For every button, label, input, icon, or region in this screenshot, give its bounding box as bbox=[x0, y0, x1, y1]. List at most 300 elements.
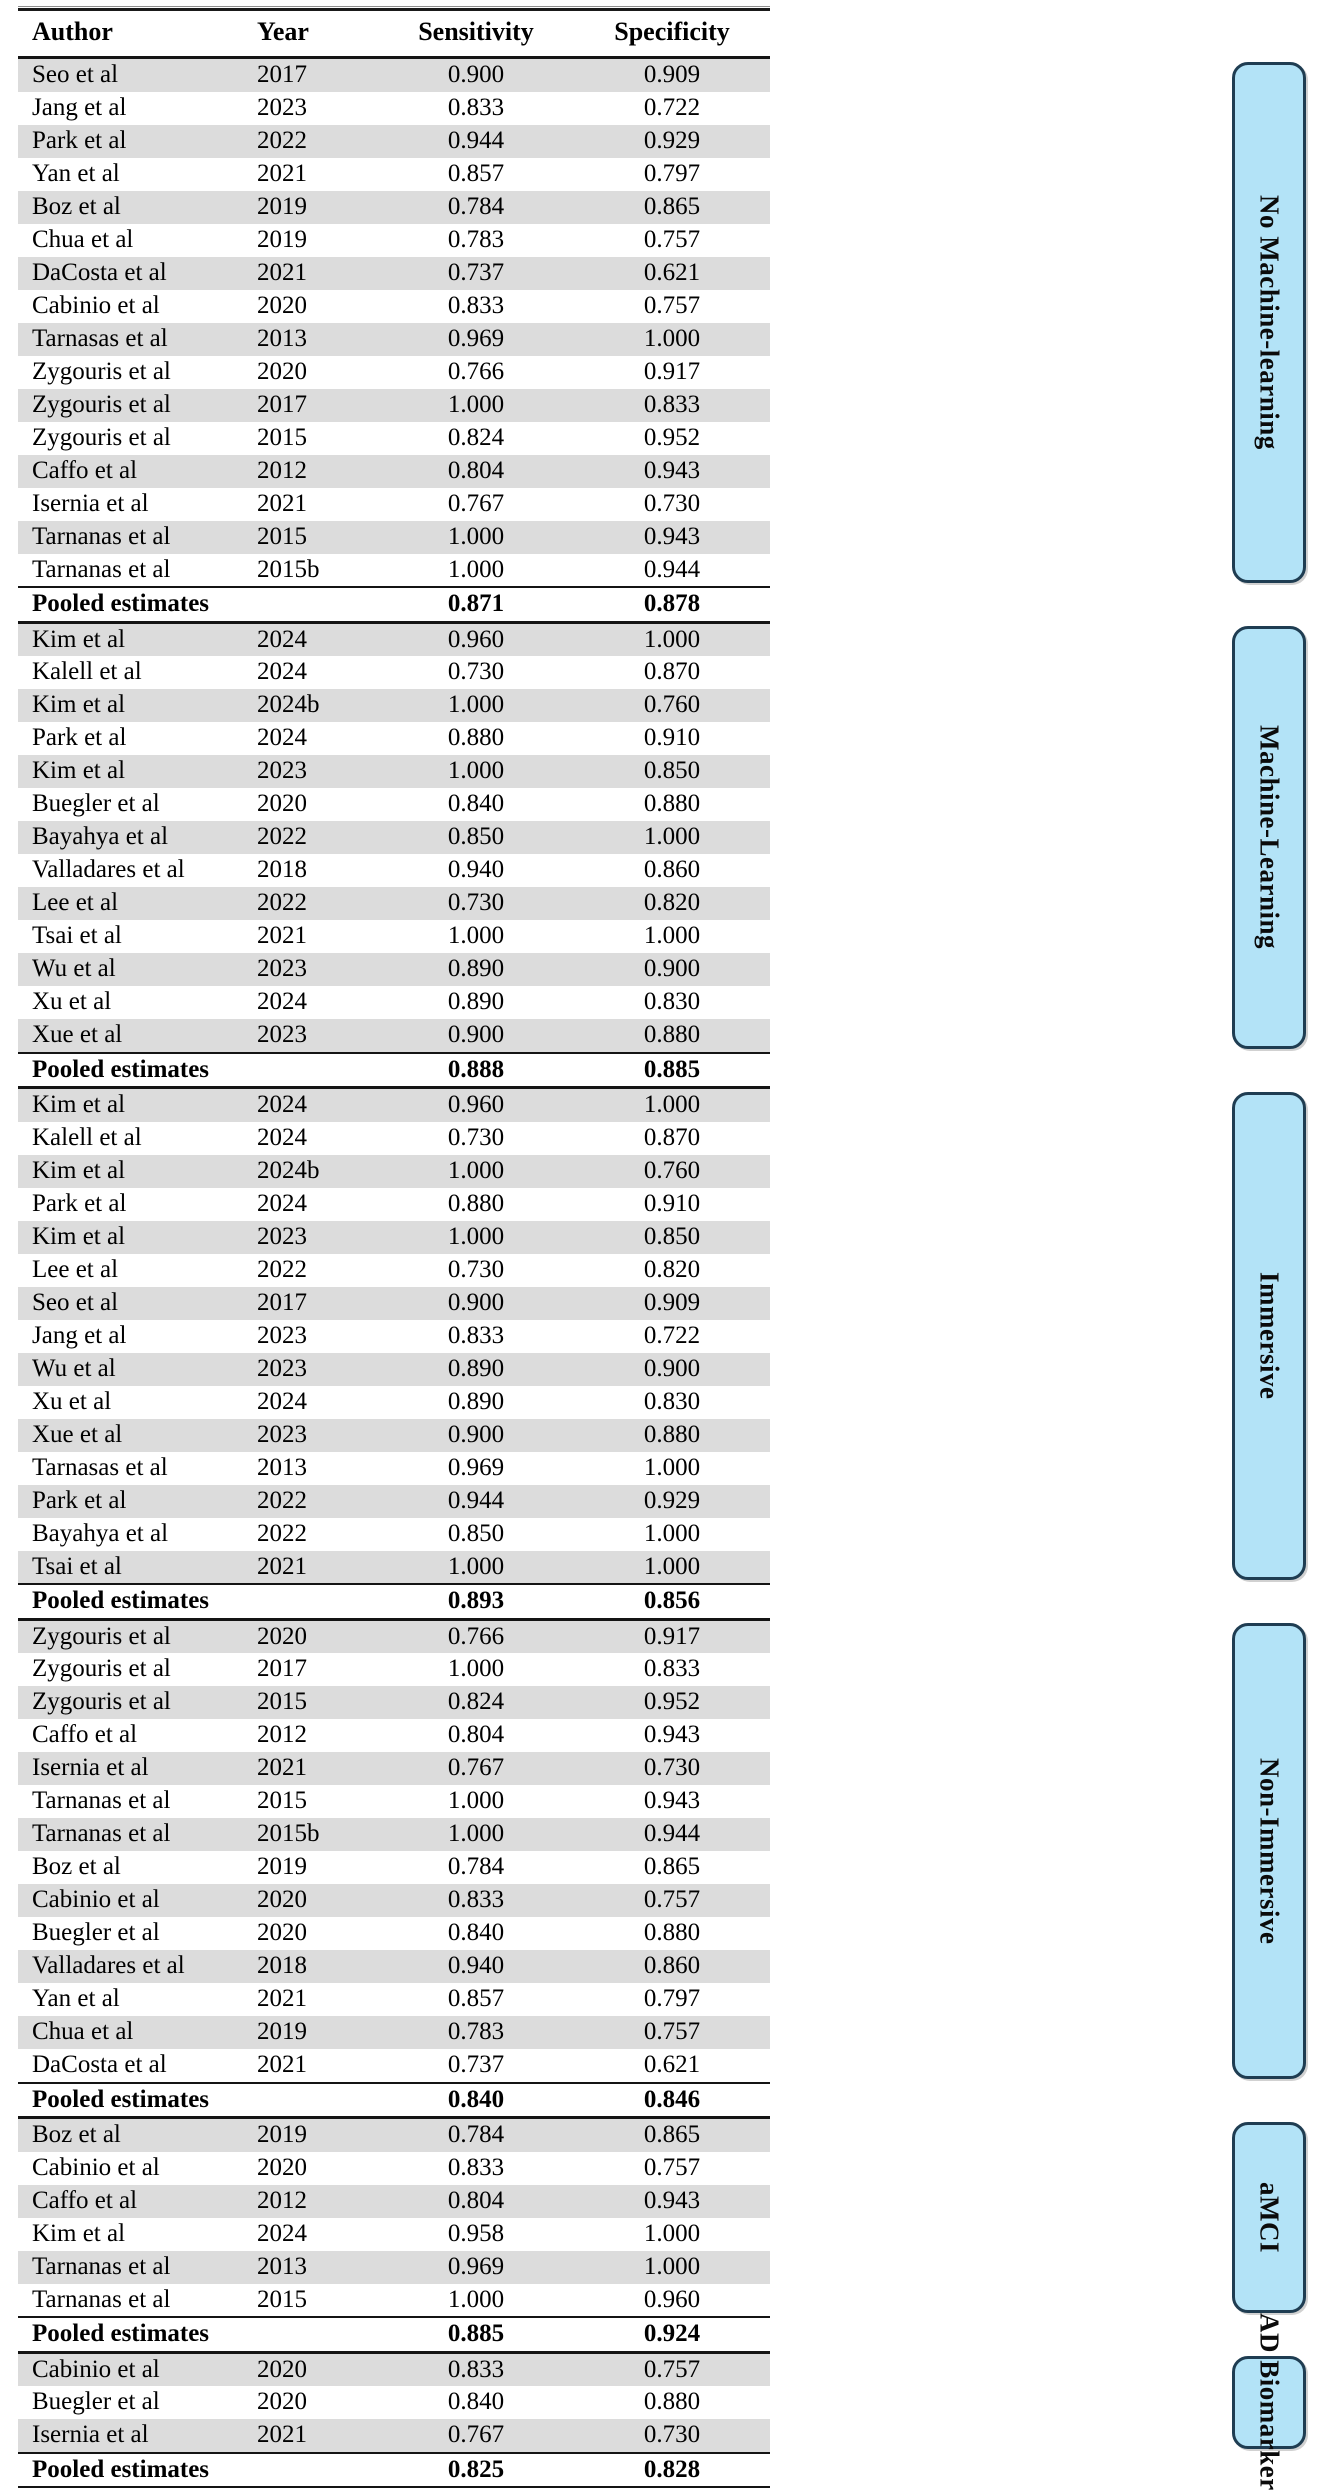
table-row bbox=[18, 1155, 770, 1188]
table-row bbox=[18, 1950, 770, 1983]
cell-sensitivity: 0.969 bbox=[378, 2251, 574, 2284]
cell-year: 2015b bbox=[257, 555, 320, 583]
cell-specificity: 0.850 bbox=[574, 755, 770, 788]
cell-author: Kim et al bbox=[18, 689, 243, 722]
cell-year: 2012 bbox=[257, 1721, 307, 1749]
table-row bbox=[18, 1818, 770, 1851]
cell-year: 2019 bbox=[257, 1853, 307, 1881]
table-row bbox=[18, 622, 770, 656]
pooled-estimates-row bbox=[18, 2453, 770, 2488]
cell-specificity: 0.943 bbox=[643, 1721, 701, 1749]
cell-year: 2015 bbox=[243, 521, 378, 554]
pooled-sensitivity: 0.871 bbox=[378, 587, 574, 622]
table-row bbox=[18, 488, 770, 521]
cell-specificity: 1.000 bbox=[643, 1453, 701, 1481]
cell-year: 2021 bbox=[257, 922, 307, 950]
pooled-specificity: 0.885 bbox=[574, 1053, 770, 1088]
table-row bbox=[18, 1287, 770, 1320]
cell-specificity: 0.880 bbox=[574, 1019, 770, 1053]
cell-specificity: 0.621 bbox=[643, 2051, 701, 2078]
pooled-estimates-label: Pooled estimates bbox=[18, 587, 243, 622]
cell-specificity: 0.833 bbox=[574, 389, 770, 422]
cell-author: Chua et al bbox=[32, 225, 134, 253]
table-row bbox=[18, 1188, 770, 1221]
cell-specificity: 0.830 bbox=[643, 1387, 701, 1415]
pooled-sensitivity: 0.888 bbox=[378, 1053, 574, 1088]
cell-year: 2023 bbox=[243, 953, 378, 986]
table-row bbox=[18, 722, 770, 755]
cell-specificity: 0.870 bbox=[643, 658, 701, 686]
category-label-text: AD Biomarker bbox=[1254, 2313, 1285, 2491]
pooled-estimates-label: Pooled estimates bbox=[18, 2083, 243, 2118]
pooled-estimates-year-empty bbox=[243, 2453, 378, 2488]
cell-year: 2020 bbox=[243, 1619, 378, 1653]
results-table-container bbox=[18, 8, 770, 2488]
cell-author: Xue et al bbox=[18, 1019, 243, 1053]
cell-author: Zygouris et al bbox=[32, 357, 171, 385]
cell-sensitivity: 0.857 bbox=[447, 159, 505, 187]
cell-author: Xu et al bbox=[32, 988, 112, 1016]
cell-author: Tarnasas et al bbox=[32, 1453, 168, 1481]
cell-sensitivity: 0.833 bbox=[447, 1321, 505, 1349]
cell-sensitivity: 0.784 bbox=[447, 1853, 505, 1881]
table-row bbox=[18, 191, 770, 224]
table-row bbox=[18, 521, 770, 554]
cell-sensitivity: 0.730 bbox=[447, 1123, 505, 1151]
pooled-specificity: 0.828 bbox=[574, 2453, 770, 2488]
cell-sensitivity: 0.730 bbox=[378, 887, 574, 920]
cell-author: Boz et al bbox=[18, 2118, 243, 2152]
cell-sensitivity: 1.000 bbox=[378, 1221, 574, 1254]
pooled-specificity: 0.856 bbox=[574, 1584, 770, 1619]
table-row bbox=[18, 1917, 770, 1950]
table-row bbox=[18, 1884, 770, 1917]
cell-author: Caffo et al bbox=[18, 2185, 243, 2218]
cell-year: 2019 bbox=[243, 2118, 378, 2152]
cell-year: 2021 bbox=[243, 2419, 378, 2453]
cell-specificity: 0.850 bbox=[574, 1221, 770, 1254]
cell-sensitivity: 1.000 bbox=[378, 1551, 574, 1585]
cell-specificity: 1.000 bbox=[574, 2251, 770, 2284]
cell-year: 2021 bbox=[257, 159, 307, 187]
table-row bbox=[18, 1619, 770, 1653]
cell-year: 2024b bbox=[243, 689, 378, 722]
cell-author: Bayahya et al bbox=[18, 821, 243, 854]
cell-year: 2019 bbox=[257, 225, 307, 253]
cell-year: 2020 bbox=[243, 1884, 378, 1917]
cell-sensitivity: 0.880 bbox=[447, 1189, 505, 1217]
pooled-estimates-row bbox=[18, 587, 770, 622]
table-row bbox=[18, 1653, 770, 1686]
cell-author: Zygouris et al bbox=[32, 423, 171, 451]
cell-year: 2015 bbox=[257, 2285, 307, 2313]
cell-author: Park et al bbox=[32, 1189, 127, 1217]
cell-specificity: 0.730 bbox=[643, 489, 701, 517]
cell-author: Lee et al bbox=[32, 1255, 119, 1283]
pooled-sensitivity: 0.825 bbox=[378, 2453, 574, 2488]
pooled-estimates-row bbox=[18, 2083, 770, 2118]
cell-author: Cabinio et al bbox=[32, 2153, 160, 2181]
pooled-estimates-year-empty bbox=[243, 587, 378, 622]
cell-author: Isernia et al bbox=[18, 2419, 243, 2453]
cell-sensitivity: 0.900 bbox=[378, 1287, 574, 1320]
cell-sensitivity: 1.000 bbox=[447, 555, 505, 583]
table-row bbox=[18, 2016, 770, 2049]
cell-author: Kim et al bbox=[18, 1088, 243, 1122]
cell-sensitivity: 0.766 bbox=[447, 357, 505, 385]
cell-author: Caffo et al bbox=[32, 1721, 138, 1749]
table-row bbox=[18, 158, 770, 191]
cell-sensitivity: 0.824 bbox=[447, 423, 505, 451]
pooled-estimates-row bbox=[18, 2317, 770, 2352]
cell-sensitivity: 0.890 bbox=[378, 1353, 574, 1386]
cell-sensitivity: 1.000 bbox=[378, 389, 574, 422]
cell-author: Tarnanas et al bbox=[18, 521, 243, 554]
table-body bbox=[18, 58, 770, 2488]
cell-year: 2012 bbox=[243, 2185, 378, 2218]
cell-sensitivity: 0.880 bbox=[447, 724, 505, 752]
cell-sensitivity: 0.784 bbox=[378, 2118, 574, 2152]
cell-year: 2019 bbox=[243, 2016, 378, 2049]
cell-author: Caffo et al bbox=[18, 455, 243, 488]
cell-sensitivity: 0.730 bbox=[447, 1255, 505, 1283]
cell-year: 2020 bbox=[257, 1919, 307, 1947]
table-row bbox=[18, 1221, 770, 1254]
cell-specificity: 0.944 bbox=[574, 1818, 770, 1851]
cell-specificity: 0.880 bbox=[574, 1419, 770, 1452]
category-label-box bbox=[1232, 62, 1306, 584]
cell-year: 2024 bbox=[257, 1123, 307, 1151]
table-row bbox=[18, 821, 770, 854]
cell-specificity: 0.757 bbox=[574, 1884, 770, 1917]
table-row bbox=[18, 2251, 770, 2284]
cell-specificity: 0.865 bbox=[574, 191, 770, 224]
table-row bbox=[18, 1353, 770, 1386]
cell-specificity: 0.880 bbox=[643, 2388, 701, 2416]
table-row bbox=[18, 2118, 770, 2152]
table-row bbox=[18, 1452, 770, 1485]
cell-author: Tarnanas et al bbox=[32, 555, 171, 583]
cell-sensitivity: 0.940 bbox=[447, 856, 505, 884]
category-label-text: Machine-Learning bbox=[1254, 725, 1285, 950]
cell-year: 2024 bbox=[243, 1088, 378, 1122]
table-row bbox=[18, 1386, 770, 1419]
cell-sensitivity: 1.000 bbox=[378, 1818, 574, 1851]
pooled-estimates-label: Pooled estimates bbox=[18, 1584, 243, 1619]
cell-specificity: 0.929 bbox=[574, 125, 770, 158]
cell-year: 2024 bbox=[257, 988, 307, 1016]
table-row bbox=[18, 755, 770, 788]
cell-specificity: 0.929 bbox=[574, 1485, 770, 1518]
cell-specificity: 0.910 bbox=[643, 1189, 701, 1217]
cell-year: 2023 bbox=[243, 755, 378, 788]
cell-author: Zygouris et al bbox=[18, 1686, 243, 1719]
cell-year: 2022 bbox=[243, 1485, 378, 1518]
cell-year: 2022 bbox=[257, 1255, 307, 1283]
table-row bbox=[18, 2386, 770, 2419]
cell-specificity: 0.797 bbox=[643, 159, 701, 187]
cell-specificity: 1.000 bbox=[574, 1551, 770, 1585]
cell-author: Valladares et al bbox=[32, 856, 185, 884]
cell-sensitivity: 0.737 bbox=[378, 257, 574, 290]
cell-year: 2021 bbox=[243, 1551, 378, 1585]
cell-year: 2012 bbox=[243, 455, 378, 488]
cell-sensitivity: 0.730 bbox=[447, 658, 505, 686]
table-row bbox=[18, 1686, 770, 1719]
cell-specificity: 0.943 bbox=[643, 1787, 701, 1815]
cell-year: 2021 bbox=[243, 257, 378, 290]
cell-specificity: 1.000 bbox=[643, 2219, 701, 2247]
cell-specificity: 1.000 bbox=[574, 323, 770, 356]
cell-specificity: 1.000 bbox=[574, 622, 770, 656]
cell-author: Isernia et al bbox=[18, 1752, 243, 1785]
cell-specificity: 0.943 bbox=[574, 521, 770, 554]
table-row bbox=[18, 2419, 770, 2453]
pooled-estimates-year-empty bbox=[243, 2317, 378, 2352]
table-row bbox=[18, 2049, 770, 2083]
pooled-estimates-year-empty bbox=[243, 1053, 378, 1088]
cell-year: 2020 bbox=[257, 2388, 307, 2416]
cell-year: 2024 bbox=[243, 622, 378, 656]
table-row bbox=[18, 986, 770, 1019]
cell-year: 2017 bbox=[243, 1287, 378, 1320]
cell-sensitivity: 0.890 bbox=[378, 953, 574, 986]
cell-author: Seo et al bbox=[18, 58, 243, 92]
cell-year: 2022 bbox=[243, 125, 378, 158]
table-row bbox=[18, 788, 770, 821]
cell-specificity: 0.900 bbox=[574, 1353, 770, 1386]
cell-specificity: 1.000 bbox=[574, 1088, 770, 1122]
cell-sensitivity: 0.840 bbox=[447, 2388, 505, 2416]
cell-sensitivity: 0.833 bbox=[378, 2352, 574, 2386]
cell-specificity: 0.909 bbox=[574, 58, 770, 92]
table-row bbox=[18, 290, 770, 323]
table-header bbox=[18, 10, 770, 58]
column-header-year: Year bbox=[257, 17, 309, 46]
table-row bbox=[18, 58, 770, 92]
cell-sensitivity: 0.767 bbox=[378, 2419, 574, 2453]
cell-sensitivity: 1.000 bbox=[447, 1787, 505, 1815]
cell-sensitivity: 0.784 bbox=[378, 191, 574, 224]
cell-year: 2024 bbox=[257, 1189, 307, 1217]
cell-year: 2023 bbox=[257, 1321, 307, 1349]
cell-year: 2015b bbox=[243, 1818, 378, 1851]
cell-specificity: 0.870 bbox=[643, 1123, 701, 1151]
cell-sensitivity: 0.767 bbox=[447, 489, 505, 517]
cell-author: Buegler et al bbox=[32, 790, 160, 818]
cell-sensitivity: 0.737 bbox=[447, 2051, 505, 2078]
category-label-text: aMCI bbox=[1254, 2181, 1285, 2253]
table-row bbox=[18, 2152, 770, 2185]
cell-author: Seo et al bbox=[18, 1287, 243, 1320]
cell-specificity: 0.860 bbox=[574, 1950, 770, 1983]
cell-author: Zygouris et al bbox=[32, 1655, 171, 1683]
cell-specificity: 0.943 bbox=[574, 2185, 770, 2218]
cell-specificity: 1.000 bbox=[574, 821, 770, 854]
cell-year: 2017 bbox=[243, 389, 378, 422]
table-row bbox=[18, 656, 770, 689]
category-label-box bbox=[1232, 1092, 1306, 1581]
cell-specificity: 1.000 bbox=[643, 1519, 701, 1547]
cell-author: Tarnanas et al bbox=[32, 1787, 171, 1815]
cell-year: 2015 bbox=[257, 1787, 307, 1815]
cell-sensitivity: 1.000 bbox=[447, 1655, 505, 1683]
table-row bbox=[18, 854, 770, 887]
category-label-column bbox=[1232, 0, 1312, 2491]
cell-sensitivity: 0.783 bbox=[447, 225, 505, 253]
table-row bbox=[18, 1518, 770, 1551]
cell-sensitivity: 0.824 bbox=[378, 1686, 574, 1719]
pooled-specificity: 0.846 bbox=[574, 2083, 770, 2118]
pooled-estimates-row bbox=[18, 1053, 770, 1088]
pooled-sensitivity: 0.840 bbox=[378, 2083, 574, 2118]
table-row bbox=[18, 2185, 770, 2218]
table-row bbox=[18, 422, 770, 455]
table-row bbox=[18, 887, 770, 920]
table-row bbox=[18, 323, 770, 356]
cell-sensitivity: 0.969 bbox=[447, 1453, 505, 1481]
pooled-estimates-label: Pooled estimates bbox=[18, 1053, 243, 1088]
cell-sensitivity: 1.000 bbox=[378, 1155, 574, 1188]
cell-specificity: 0.757 bbox=[643, 291, 701, 319]
pooled-specificity: 0.878 bbox=[574, 587, 770, 622]
category-label-box bbox=[1232, 2122, 1306, 2314]
cell-specificity: 0.760 bbox=[574, 689, 770, 722]
cell-specificity: 0.865 bbox=[643, 1853, 701, 1881]
cell-author: Valladares et al bbox=[18, 1950, 243, 1983]
cell-year: 2020 bbox=[257, 790, 307, 818]
cell-sensitivity: 1.000 bbox=[447, 922, 505, 950]
cell-author: Jang et al bbox=[32, 1321, 127, 1349]
category-label-box bbox=[1232, 626, 1306, 1049]
table-row bbox=[18, 1983, 770, 2016]
cell-sensitivity: 0.783 bbox=[378, 2016, 574, 2049]
cell-specificity: 0.833 bbox=[643, 1655, 701, 1683]
table-row bbox=[18, 689, 770, 722]
cell-year: 2018 bbox=[243, 1950, 378, 1983]
column-header-specificity: Specificity bbox=[614, 17, 730, 46]
cell-year: 2017 bbox=[257, 1655, 307, 1683]
cell-year: 2018 bbox=[257, 856, 307, 884]
cell-specificity: 0.621 bbox=[574, 257, 770, 290]
cell-specificity: 0.730 bbox=[574, 2419, 770, 2453]
cell-sensitivity: 0.890 bbox=[447, 1387, 505, 1415]
cell-author: Kim et al bbox=[32, 2219, 126, 2247]
cell-specificity: 0.820 bbox=[643, 1255, 701, 1283]
cell-sensitivity: 0.833 bbox=[447, 93, 505, 121]
cell-author: Buegler et al bbox=[32, 2388, 160, 2416]
cell-year: 2017 bbox=[243, 58, 378, 92]
cell-author: Isernia et al bbox=[32, 489, 149, 517]
table-row bbox=[18, 1320, 770, 1353]
cell-year: 2024 bbox=[257, 724, 307, 752]
table-row bbox=[18, 1785, 770, 1818]
cell-sensitivity: 1.000 bbox=[378, 755, 574, 788]
cell-sensitivity: 0.960 bbox=[378, 622, 574, 656]
column-header-author: Author bbox=[32, 17, 113, 46]
cell-author: Cabinio et al bbox=[18, 2352, 243, 2386]
table-row bbox=[18, 224, 770, 257]
cell-year: 2024 bbox=[257, 1387, 307, 1415]
cell-sensitivity: 1.000 bbox=[378, 521, 574, 554]
pooled-sensitivity: 0.893 bbox=[378, 1584, 574, 1619]
pooled-sensitivity: 0.885 bbox=[378, 2317, 574, 2352]
cell-author: Park et al bbox=[18, 125, 243, 158]
table-row bbox=[18, 1254, 770, 1287]
cell-sensitivity: 0.900 bbox=[378, 1019, 574, 1053]
pooled-estimates-label: Pooled estimates bbox=[18, 2453, 243, 2488]
cell-author: Bayahya et al bbox=[32, 1519, 169, 1547]
cell-year: 2024 bbox=[257, 658, 307, 686]
cell-year: 2021 bbox=[257, 2051, 307, 2078]
cell-specificity: 0.960 bbox=[643, 2285, 701, 2313]
cell-sensitivity: 0.833 bbox=[447, 291, 505, 319]
cell-sensitivity: 0.840 bbox=[447, 1919, 505, 1947]
cell-author: Tsai et al bbox=[32, 922, 122, 950]
cell-year: 2013 bbox=[257, 1453, 307, 1481]
cell-sensitivity: 0.766 bbox=[378, 1619, 574, 1653]
table-row bbox=[18, 2284, 770, 2318]
cell-author: Park et al bbox=[32, 724, 127, 752]
table-row bbox=[18, 257, 770, 290]
pooled-estimates-label: Pooled estimates bbox=[18, 2317, 243, 2352]
cell-specificity: 0.830 bbox=[643, 988, 701, 1016]
cell-specificity: 0.757 bbox=[643, 225, 701, 253]
cell-sensitivity: 0.833 bbox=[378, 1884, 574, 1917]
cell-author: Xu et al bbox=[32, 1387, 112, 1415]
cell-specificity: 0.909 bbox=[574, 1287, 770, 1320]
diagnostic-accuracy-table bbox=[18, 8, 770, 2488]
cell-author: Kalell et al bbox=[32, 658, 142, 686]
cell-sensitivity: 0.969 bbox=[378, 323, 574, 356]
cell-sensitivity: 0.840 bbox=[447, 790, 505, 818]
cell-author: Zygouris et al bbox=[18, 389, 243, 422]
pooled-estimates-year-empty bbox=[243, 1584, 378, 1619]
cell-author: Kim et al bbox=[18, 1155, 243, 1188]
cell-sensitivity: 0.900 bbox=[378, 58, 574, 92]
cell-sensitivity: 0.850 bbox=[378, 821, 574, 854]
cell-sensitivity: 0.833 bbox=[447, 2153, 505, 2181]
category-label-text: No Machine-learning bbox=[1254, 194, 1285, 450]
cell-specificity: 0.900 bbox=[574, 953, 770, 986]
cell-specificity: 0.917 bbox=[643, 357, 701, 385]
cell-specificity: 0.860 bbox=[643, 856, 701, 884]
cell-author: Boz et al bbox=[18, 191, 243, 224]
cell-author: Park et al bbox=[18, 1485, 243, 1518]
cell-year: 2024b bbox=[243, 1155, 378, 1188]
category-label-box bbox=[1232, 2313, 1306, 2491]
cell-specificity: 0.952 bbox=[574, 1686, 770, 1719]
cell-sensitivity: 0.804 bbox=[447, 1721, 505, 1749]
cell-author: DaCosta et al bbox=[18, 257, 243, 290]
cell-sensitivity: 0.900 bbox=[378, 1419, 574, 1452]
cell-author: Tsai et al bbox=[18, 1551, 243, 1585]
cell-sensitivity: 0.857 bbox=[447, 1985, 505, 2013]
pooled-estimates-year-empty bbox=[243, 2083, 378, 2118]
cell-sensitivity: 0.804 bbox=[378, 455, 574, 488]
cell-sensitivity: 0.958 bbox=[447, 2219, 505, 2247]
table-row bbox=[18, 1851, 770, 1884]
cell-year: 2020 bbox=[243, 2352, 378, 2386]
cell-year: 2015 bbox=[243, 1686, 378, 1719]
cell-specificity: 0.910 bbox=[643, 724, 701, 752]
table-row bbox=[18, 920, 770, 953]
cell-year: 2023 bbox=[257, 93, 307, 121]
cell-year: 2015 bbox=[257, 423, 307, 451]
cell-year: 2023 bbox=[243, 1221, 378, 1254]
cell-specificity: 0.722 bbox=[643, 1321, 701, 1349]
cell-sensitivity: 0.804 bbox=[378, 2185, 574, 2218]
